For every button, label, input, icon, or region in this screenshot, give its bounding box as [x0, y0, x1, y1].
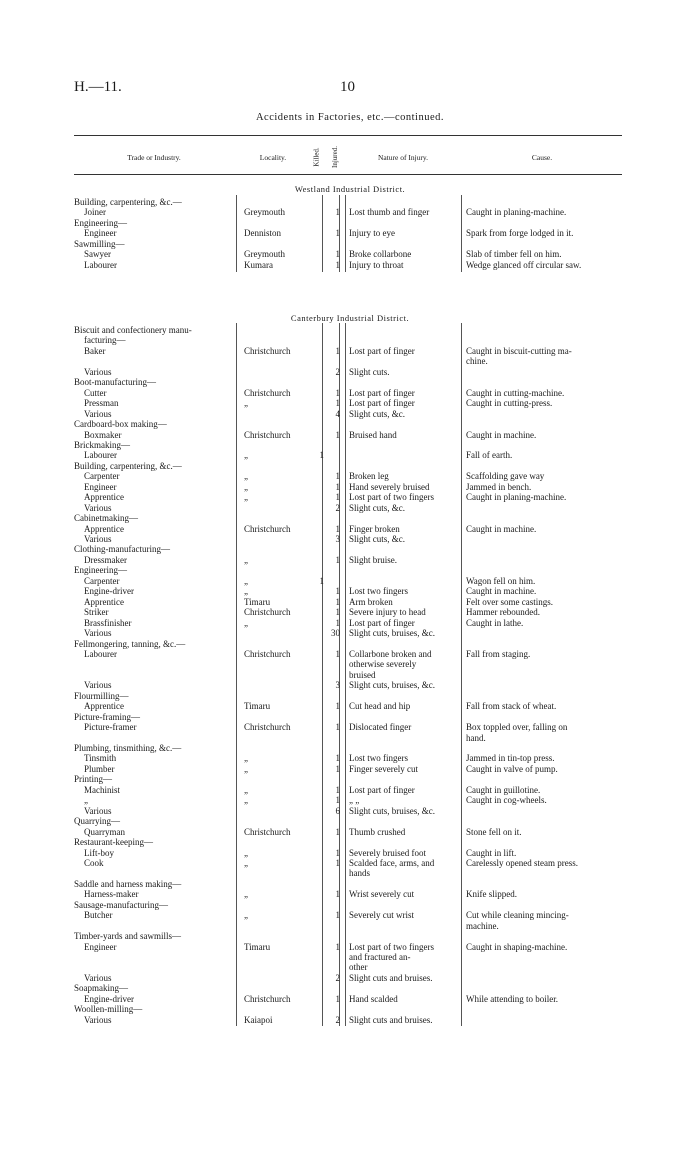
column-rule: [236, 195, 237, 272]
cause-cell: Scaffolding gave way: [466, 471, 545, 482]
cause-cell: Hammer rebounded.: [466, 607, 540, 618]
locality-cell: Greymouth: [244, 207, 285, 218]
trade-subcategory: Quarryman: [84, 826, 125, 837]
cause-cell: Caught in biscuit-cutting ma-: [466, 345, 572, 356]
nature-cell: Broke collarbone: [349, 249, 412, 260]
cause-cell: Caught in machine.: [466, 586, 537, 597]
trade-category: Building, carpentering, &c.—: [74, 460, 182, 471]
cause-cell: machine.: [466, 920, 499, 931]
nature-cell: Lost part of two fingers: [349, 492, 434, 503]
trade-category: Clothing-manufacturing—: [74, 544, 170, 555]
trade-subcategory: Cook: [84, 857, 104, 868]
trade-subcategory: Joiner: [84, 207, 106, 218]
cause-cell: Caught in valve of pump.: [466, 763, 558, 774]
nature-cell: „ „: [349, 795, 360, 806]
trade-category: Biscuit and confectionery manu-: [74, 325, 192, 335]
cause-cell: Jammed in bench.: [466, 481, 532, 492]
trade-category: Quarrying—: [74, 816, 120, 827]
injured-cell: 3: [335, 534, 340, 544]
locality-cell: Kumara: [244, 259, 273, 270]
cause-cell: Caught in guillotine.: [466, 784, 541, 795]
cause-cell: Fall from staging.: [466, 648, 531, 659]
trade-subcategory: Baker: [84, 345, 106, 356]
nature-cell: Lost two fingers: [349, 586, 408, 597]
page-number: 10: [340, 79, 355, 95]
injured-cell: 1: [335, 795, 340, 806]
injured-cell: 1: [335, 586, 340, 597]
cause-cell: Felt over some castings.: [466, 596, 553, 607]
injured-cell: 4: [335, 408, 340, 419]
column-rule: [461, 195, 462, 272]
trade-subcategory: Butcher: [84, 910, 113, 921]
injured-cell: 1: [335, 523, 340, 534]
trade-subcategory: Various: [84, 972, 112, 983]
injured-cell: 1: [335, 826, 340, 837]
nature-cell: Slight cuts, bruises, &c.: [349, 805, 435, 816]
nature-cell: Collarbone broken and: [349, 648, 432, 659]
trade-subcategory: Tinsmith: [84, 753, 117, 764]
nature-cell: Bruised hand: [349, 429, 397, 440]
nature-cell: hands: [349, 868, 370, 879]
cause-cell: Wagon fell on him.: [466, 575, 536, 586]
nature-cell: Lost two fingers: [349, 753, 408, 764]
cause-cell: Wedge glanced off circular saw.: [466, 259, 582, 270]
injured-cell: 1: [335, 481, 340, 492]
cause-cell: Caught in cutting-machine.: [466, 387, 565, 398]
header-bottom-rule: [74, 174, 622, 175]
trade-subcategory: Apprentice: [84, 596, 124, 607]
injured-cell: 2: [335, 502, 340, 513]
trade-category: Plumbing, tinsmithing, &c.—: [74, 743, 182, 753]
trade-subcategory: Machinist: [84, 784, 120, 795]
locality-cell: Timaru: [244, 596, 271, 607]
nature-cell: Slight cuts.: [349, 366, 390, 377]
injured-cell: 1: [335, 763, 340, 774]
trade-subcategory: Engineer: [84, 941, 117, 952]
cause-cell: Caught in planing-machine.: [466, 207, 567, 218]
nature-cell: Hand scalded: [349, 993, 398, 1004]
locality-cell: „: [244, 554, 248, 565]
trade-subcategory: Various: [84, 502, 112, 513]
locality-cell: Christchurch: [244, 648, 291, 659]
nature-cell: Slight cuts, bruises, &c.: [349, 628, 435, 639]
trade-category: Sawmilling—: [74, 238, 125, 249]
locality-cell: „: [244, 586, 248, 597]
injured-cell: 1: [335, 429, 340, 440]
cause-cell: Fall from stack of wheat.: [466, 701, 557, 712]
trade-subcategory: Labourer: [84, 259, 117, 270]
trade-subcategory: Various: [84, 366, 112, 377]
trade-subcategory: Engineer: [84, 481, 117, 492]
column-rule: [339, 323, 340, 1026]
cause-cell: Spark from forge lodged in it.: [466, 228, 574, 239]
nature-cell: Injury to eye: [349, 228, 395, 239]
trade-category: Fellmongering, tanning, &c.—: [74, 638, 186, 649]
injured-cell: 2: [335, 972, 340, 983]
locality-cell: „: [244, 857, 248, 868]
injured-cell: 1: [335, 910, 340, 921]
cause-cell: Caught in lathe.: [466, 617, 524, 628]
trade-subcategory: Various: [84, 1014, 112, 1025]
injured-cell: 30: [331, 628, 340, 639]
table-title: Accidents in Factories, etc.—continued.: [255, 112, 445, 123]
nature-cell: Lost part of finger: [349, 784, 415, 795]
nature-cell: Severe injury to head: [349, 607, 426, 618]
injured-cell: 2: [335, 1014, 340, 1025]
injured-cell: 1: [335, 554, 340, 565]
col-nature: Nature of Injury.: [377, 152, 429, 162]
trade-subcategory: Lift-boy: [84, 847, 114, 858]
cause-cell: Jammed in tin-top press.: [466, 753, 555, 764]
locality-cell: „: [244, 617, 248, 628]
trade-subcategory: Dressmaker: [84, 554, 127, 565]
nature-cell: Lost part of finger: [349, 617, 415, 628]
trade-subcategory: Plumber: [84, 763, 115, 774]
locality-cell: „: [244, 763, 248, 774]
injured-cell: 1: [335, 993, 340, 1004]
column-rule: [236, 323, 237, 1026]
nature-cell: Slight cuts, &c.: [349, 534, 405, 544]
trade-subcategory: „: [84, 795, 88, 806]
locality-cell: „: [244, 481, 248, 492]
cause-cell: While attending to boiler.: [466, 993, 558, 1004]
injured-cell: 1: [335, 249, 340, 260]
trade-subcategory: Labourer: [84, 450, 117, 461]
nature-cell: Slight cuts and bruises.: [349, 972, 433, 983]
nature-cell: Finger severely cut: [349, 763, 418, 774]
injured-cell: 1: [335, 722, 340, 733]
trade-subcategory: Various: [84, 805, 112, 816]
cause-cell: Caught in cutting-press.: [466, 398, 553, 409]
trade-subcategory: Various: [84, 628, 112, 639]
trade-subcategory: Pressman: [84, 398, 119, 409]
trade-category: Sausage-manufacturing—: [74, 899, 168, 910]
col-cause: Cause.: [531, 152, 553, 162]
killed-cell: 1: [319, 450, 324, 461]
cause-cell: Carelessly opened steam press.: [466, 857, 578, 868]
cause-cell: Box toppled over, falling on: [466, 722, 568, 733]
trade-subcategory: Engineer: [84, 228, 117, 239]
nature-cell: Slight cuts and bruises.: [349, 1014, 433, 1025]
trade-subcategory: Apprentice: [84, 523, 124, 534]
nature-cell: Wrist severely cut: [349, 889, 415, 900]
trade-subcategory: Various: [84, 534, 112, 544]
locality-cell: „: [244, 450, 248, 461]
trade-category: Restaurant-keeping—: [74, 837, 153, 848]
locality-cell: Christchurch: [244, 607, 291, 618]
col-injured: Injured.: [331, 146, 339, 168]
trade-subcategory: Apprentice: [84, 492, 124, 503]
injured-cell: 1: [335, 847, 340, 858]
locality-cell: „: [244, 471, 248, 482]
cause-cell: Knife slipped.: [466, 889, 517, 900]
injured-cell: 1: [335, 492, 340, 503]
nature-cell: Lost part of two fingers: [349, 941, 434, 952]
injured-cell: 6: [335, 805, 340, 816]
locality-cell: Christchurch: [244, 387, 291, 398]
nature-cell: Slight cuts, &c.: [349, 502, 405, 513]
nature-cell: other: [349, 962, 368, 973]
trade-subcategory: Sawyer: [84, 249, 111, 260]
injured-cell: 1: [335, 617, 340, 628]
trade-subcategory: Apprentice: [84, 701, 124, 712]
nature-cell: Broken leg: [349, 471, 389, 482]
injured-cell: 1: [335, 207, 340, 218]
nature-cell: Slight bruise.: [349, 554, 398, 565]
injured-cell: 1: [335, 259, 340, 270]
nature-cell: Lost part of finger: [349, 387, 415, 398]
col-locality: Locality.: [259, 152, 287, 162]
nature-cell: Lost part of finger: [349, 345, 415, 356]
locality-cell: „: [244, 492, 248, 503]
injured-cell: 1: [335, 387, 340, 398]
locality-cell: Denniston: [244, 228, 281, 239]
locality-cell: Christchurch: [244, 722, 291, 733]
cause-cell: Slab of timber fell on him.: [466, 249, 562, 260]
trade-category: Cabinetmaking—: [74, 513, 138, 524]
nature-cell: Severely bruised foot: [349, 847, 426, 858]
column-rule: [345, 195, 346, 272]
cause-cell: Caught in shaping-machine.: [466, 941, 568, 952]
trade-category: Flourmilling—: [74, 690, 129, 701]
trade-category: Woollen-milling—: [74, 1004, 143, 1015]
trade-category: Cardboard-box making—: [74, 419, 167, 430]
cause-cell: Caught in lift.: [466, 847, 517, 858]
locality-cell: „: [244, 910, 248, 921]
trade-category: Building, carpentering, &c.—: [74, 197, 182, 207]
nature-cell: and fractured an-: [349, 952, 411, 962]
injured-cell: 1: [335, 784, 340, 795]
locality-cell: Timaru: [244, 701, 271, 712]
trade-category: Saddle and harness making—: [74, 878, 182, 889]
trade-subcategory: Various: [84, 408, 112, 419]
trade-category: Brickmaking—: [74, 439, 130, 450]
locality-cell: Kaiapoi: [244, 1014, 273, 1025]
injured-cell: 1: [335, 228, 340, 239]
locality-cell: „: [244, 889, 248, 900]
header-top-rule: [74, 135, 622, 136]
nature-cell: Slight cuts, &c.: [349, 408, 405, 419]
col-trade: Trade or Industry.: [127, 152, 181, 162]
nature-cell: Injury to throat: [349, 259, 404, 270]
column-rule: [461, 323, 462, 1026]
locality-cell: „: [244, 753, 248, 764]
district-heading: Canterbury Industrial District.: [290, 313, 410, 323]
trade-subcategory: Harness-maker: [84, 889, 139, 900]
trade-subcategory: Brassfinisher: [84, 617, 132, 628]
trade-subcategory: Picture-framer: [84, 722, 137, 733]
column-rule: [322, 195, 323, 272]
trade-category: Engineering—: [74, 565, 127, 576]
injured-cell: 2: [335, 366, 340, 377]
injured-cell: 1: [335, 345, 340, 356]
trade-category: Printing—: [74, 774, 113, 785]
trade-category: Boot-manufacturing—: [74, 377, 156, 388]
injured-cell: 1: [335, 471, 340, 482]
nature-cell: Dislocated finger: [349, 722, 412, 733]
cause-cell: Caught in planing-machine.: [466, 492, 567, 503]
locality-cell: Greymouth: [244, 249, 285, 260]
injured-cell: 1: [335, 648, 340, 659]
cause-cell: Caught in machine.: [466, 429, 537, 440]
injured-cell: 1: [335, 398, 340, 409]
column-rule: [322, 323, 323, 1026]
nature-cell: Finger broken: [349, 523, 400, 534]
locality-cell: Timaru: [244, 941, 271, 952]
locality-cell: Christchurch: [244, 993, 291, 1004]
nature-cell: Cut head and hip: [349, 701, 411, 712]
cause-cell: Caught in machine.: [466, 523, 537, 534]
trade-subcategory: Carpenter: [84, 575, 120, 586]
locality-cell: „: [244, 795, 248, 806]
locality-cell: Christchurch: [244, 523, 291, 534]
trade-subcategory: Carpenter: [84, 471, 120, 482]
trade-category: Picture-framing—: [74, 711, 140, 722]
column-rule: [345, 323, 346, 1026]
nature-cell: Lost thumb and finger: [349, 207, 430, 218]
nature-cell: Thumb crushed: [349, 826, 406, 837]
trade-subcategory: Cutter: [84, 387, 107, 398]
cause-cell: Fall of earth.: [466, 450, 513, 461]
locality-cell: „: [244, 784, 248, 795]
injured-cell: 1: [335, 857, 340, 868]
trade-subcategory: Various: [84, 680, 112, 691]
nature-cell: bruised: [349, 669, 376, 680]
nature-cell: Slight cuts, bruises, &c.: [349, 680, 435, 691]
injured-cell: 1: [335, 701, 340, 712]
cause-cell: hand.: [466, 732, 486, 743]
report-code: H.—11.: [74, 79, 122, 95]
trade-subcategory: Engine-driver: [84, 586, 134, 597]
trade-subcategory: Engine-driver: [84, 993, 134, 1004]
cause-cell: Cut while cleaning mincing-: [466, 910, 569, 921]
locality-cell: „: [244, 398, 248, 409]
cause-cell: Stone fell on it.: [466, 826, 522, 837]
nature-cell: otherwise severely: [349, 659, 417, 670]
district-heading: Westland Industrial District.: [294, 184, 406, 194]
locality-cell: „: [244, 847, 248, 858]
locality-cell: Christchurch: [244, 345, 291, 356]
locality-cell: Christchurch: [244, 826, 291, 837]
nature-cell: Severely cut wrist: [349, 910, 414, 921]
nature-cell: Lost part of finger: [349, 398, 415, 409]
trade-category: Engineering—: [74, 217, 127, 228]
nature-cell: Hand severely bruised: [349, 481, 430, 492]
injured-cell: 1: [335, 596, 340, 607]
trade-category: Timber-yards and sawmills—: [74, 931, 181, 942]
nature-cell: Arm broken: [349, 596, 393, 607]
locality-cell: Christchurch: [244, 429, 291, 440]
injured-cell: 1: [335, 889, 340, 900]
injured-cell: 1: [335, 607, 340, 618]
trade-subcategory: Striker: [84, 607, 109, 618]
injured-cell: 1: [335, 753, 340, 764]
trade-category: Soapmaking—: [74, 983, 128, 994]
nature-cell: Scalded face, arms, and: [349, 857, 435, 868]
cause-cell: chine.: [466, 356, 488, 367]
cause-cell: Caught in cog-wheels.: [466, 795, 547, 806]
killed-cell: 1: [319, 575, 324, 586]
col-killed: Killed.: [313, 147, 321, 167]
trade-subcategory: Boxmaker: [84, 429, 122, 440]
injured-cell: 3: [335, 680, 340, 691]
locality-cell: „: [244, 575, 248, 586]
trade-subcategory: Labourer: [84, 648, 117, 659]
injured-cell: 1: [335, 941, 340, 952]
trade-subcategory: facturing—: [84, 335, 126, 346]
